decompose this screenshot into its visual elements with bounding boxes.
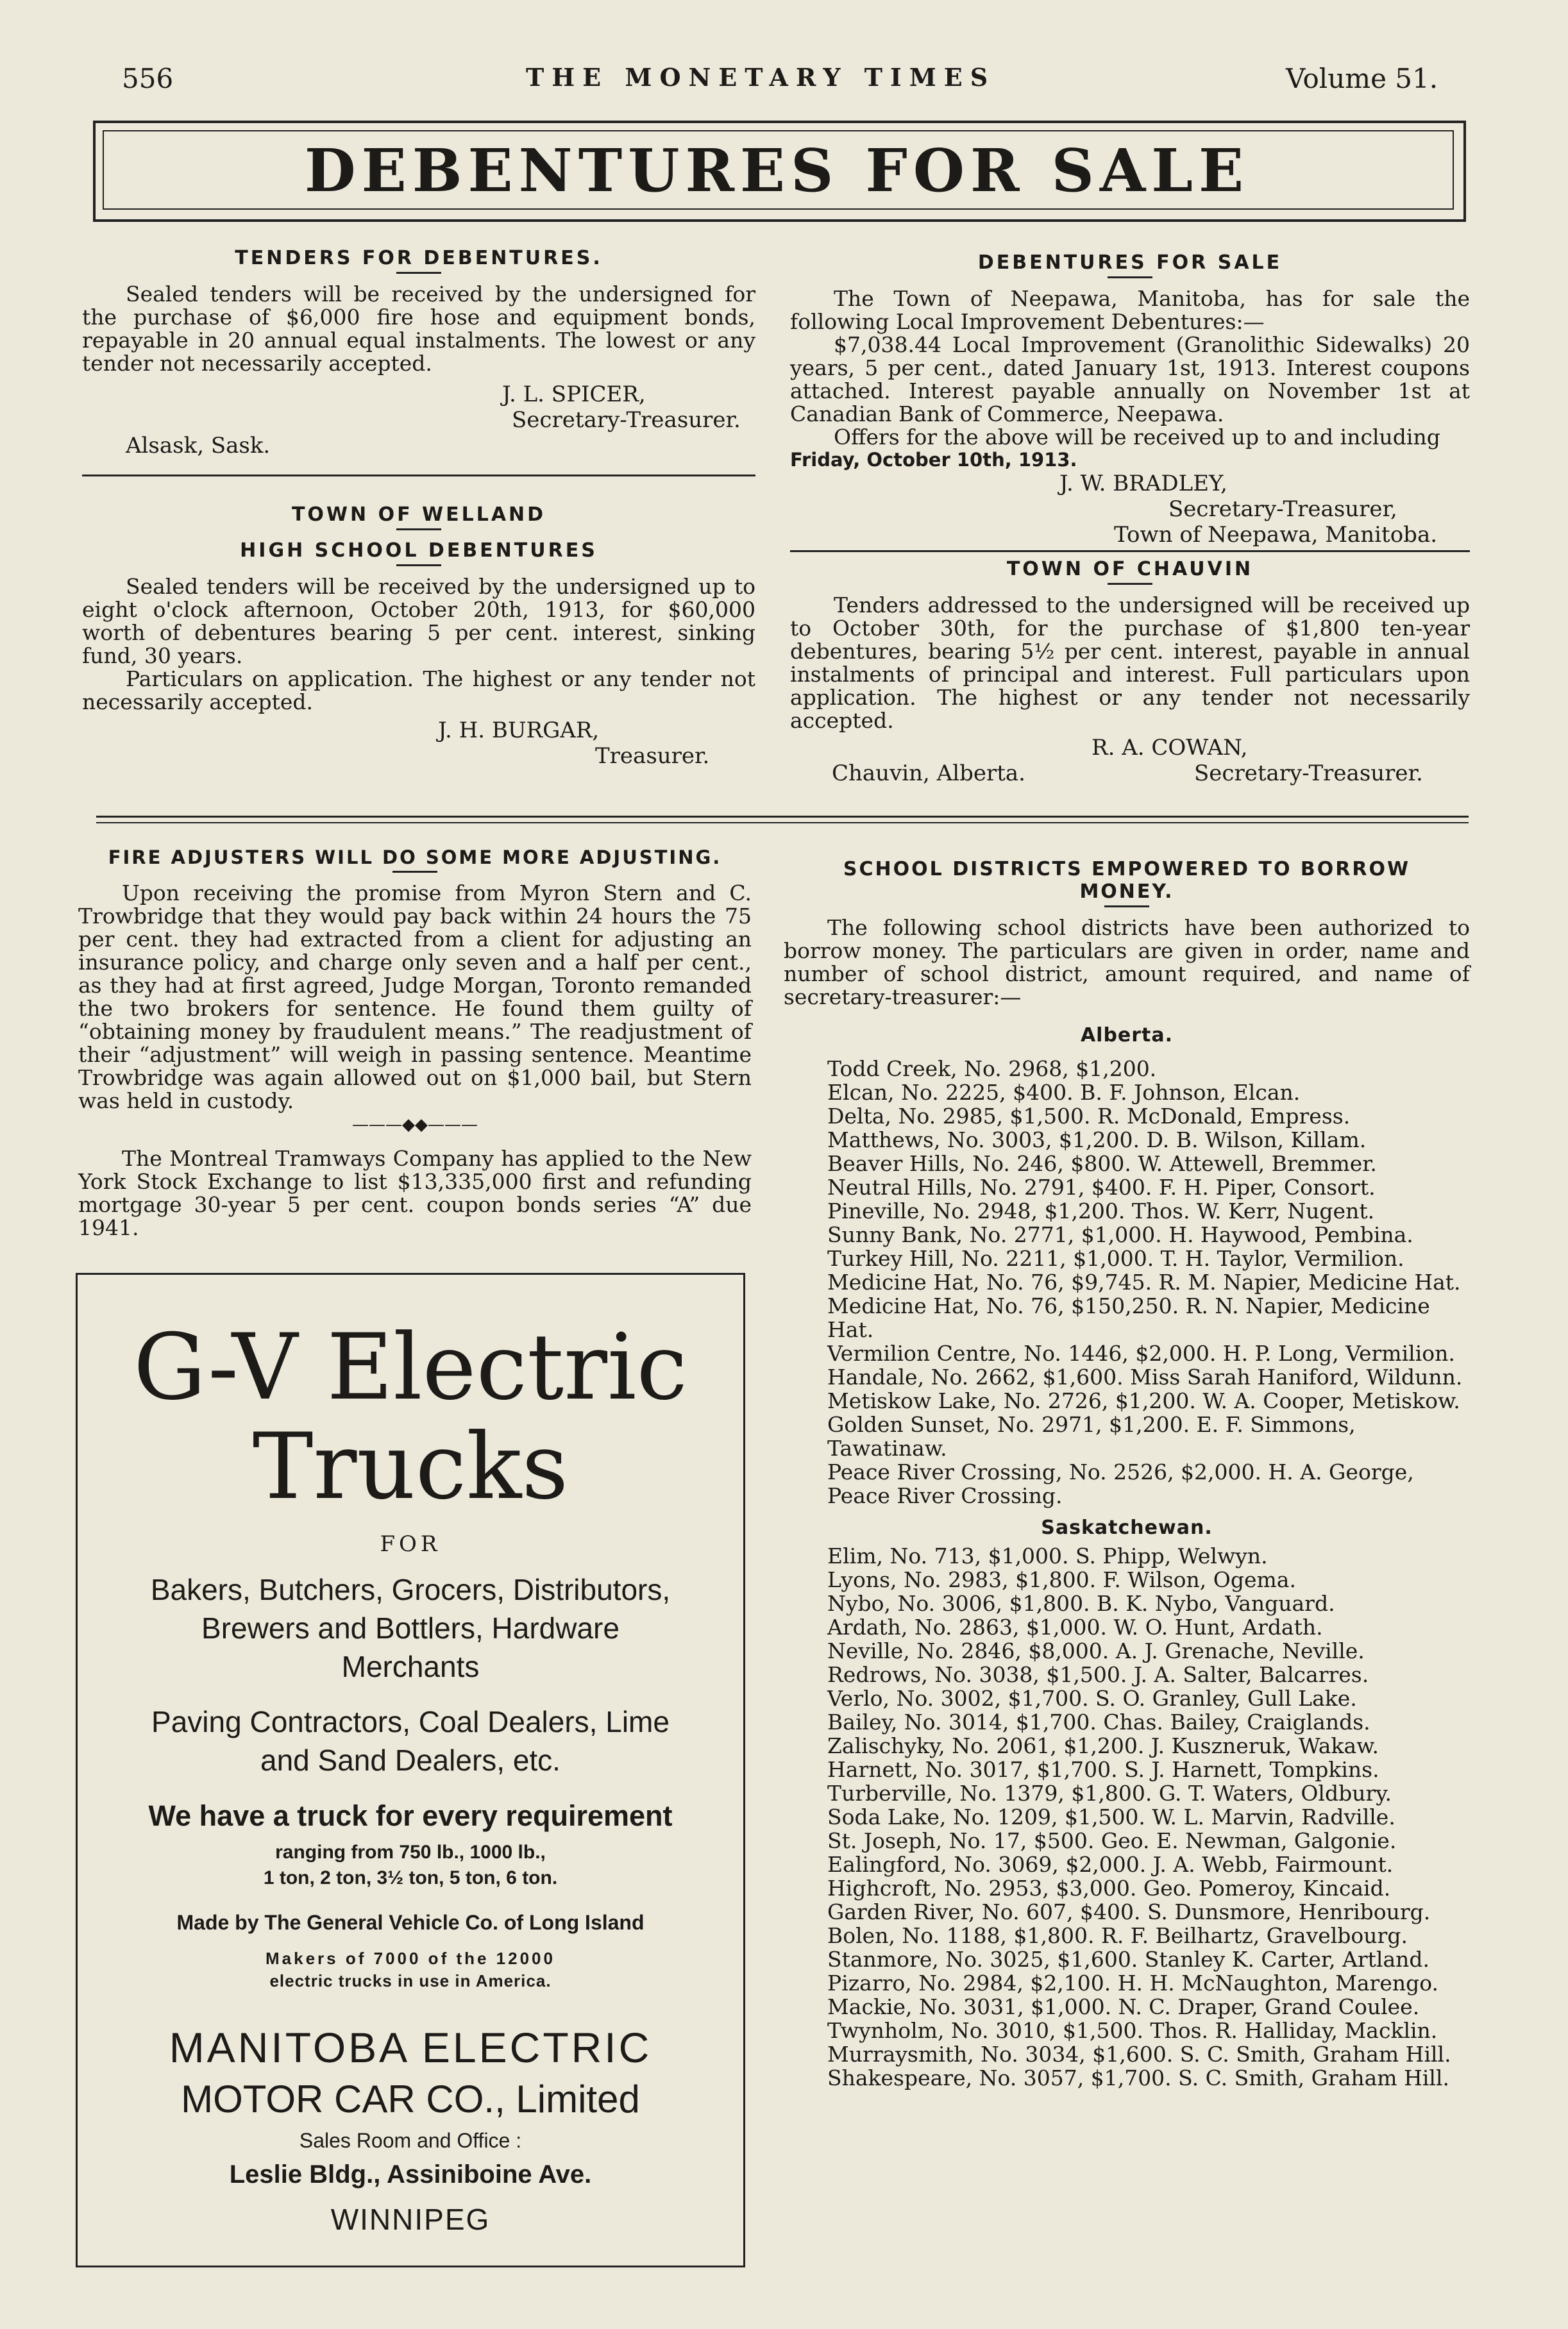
welland-heading: TOWN OF WELLAND	[291, 503, 546, 526]
welland-name: J. H. BURGAR,	[438, 718, 600, 743]
ad-range: ranging from 750 lb., 1000 lb.,	[275, 1842, 546, 1863]
page-number: 556	[122, 63, 174, 94]
list-item: St. Joseph, No. 17, $500. Geo. E. Newman, Galgonie.	[827, 1828, 1397, 1853]
alberta-list	[784, 1057, 1470, 1508]
ad-company: MOTOR CAR CO., Limited	[181, 2078, 640, 2121]
heading-rule	[396, 564, 441, 566]
section-rule	[96, 822, 1469, 823]
list-item: Sunny Bank, No. 2771, $1,000. H. Haywood, Pembina.	[827, 1222, 1413, 1247]
list-item: Vermilion Centre, No. 1446, $2,000. H. P. Long, Vermilion.	[827, 1341, 1455, 1366]
list-item: Todd Creek, No. 2968, $1,200.	[827, 1056, 1157, 1081]
ornament-divider: ———◆◆———	[352, 1115, 478, 1134]
neepawa-title: Secretary-Treasurer,	[1168, 496, 1397, 522]
schools-intro: The following school districts have been authorized to borrow money. The particulars are given in order, name and number of school district, amount required, and name of secretary-treasurer:—	[784, 915, 1470, 1009]
list-item: Mackie, No. 3031, $1,000. N. C. Draper, Grand Coulee.	[827, 1994, 1420, 2019]
neepawa-heading: DEBENTURES FOR SALE	[977, 251, 1283, 274]
neepawa-name: J. W. BRADLEY,	[1059, 471, 1227, 496]
list-item: Elim, No. 713, $1,000. S. Phipp, Welwyn.	[827, 1543, 1268, 1568]
ad-company: MANITOBA ELECTRIC	[169, 2024, 652, 2071]
fire-p2: The Montreal Tramways Company has applied to the New York Stock Exchange to list $13,335,000 first and refunding mortgage 30-year 5 per cent. coupon bonds series “A” due 1941.	[78, 1146, 752, 1240]
list-item: Metiskow Lake, No. 2726, $1,200. W. A. Cooper, Metiskow.	[827, 1388, 1460, 1413]
ad-makers-note: electric trucks in use in America.	[269, 1971, 552, 1990]
welland-p2: Particulars on application. The highest or any tender not necessarily accepted.	[82, 666, 755, 714]
list-item: Handale, No. 2662, $1,600. Miss Sarah Haniford, Wildunn.	[827, 1365, 1463, 1390]
gv-advertisement	[76, 1273, 745, 2267]
list-item: Turberville, No. 1379, $1,800. G. T. Waters, Oldbury.	[827, 1781, 1392, 1806]
list-item: Stanmore, No. 3025, $1,600. Stanley K. Carter, Artland.	[827, 1947, 1430, 1972]
list-item: Golden Sunset, No. 2971, $1,200. E. F. Simmons, Tawatinaw.	[827, 1412, 1356, 1461]
neepawa-p2: $7,038.44 Local Improvement (Granolithic Sidewalks) 20 years, 5 per cent., dated January 1st, 1913. Interest coupons attached. Interest payable annually on November 1st at Canadian Bank of Commerce, Neepawa.	[790, 332, 1470, 426]
list-item: Neville, No. 2846, $8,000. A. J. Grenache, Neville.	[827, 1638, 1365, 1663]
schools-heading: SCHOOL DISTRICTS EMPOWERED TO BORROW	[843, 858, 1411, 880]
list-item: Medicine Hat, No. 76, $150,250. R. N. Napier, Medicine Hat.	[827, 1293, 1430, 1342]
ad-makers-note: Makers of 7000 of the 12000	[266, 1949, 555, 1968]
list-item: Beaver Hills, No. 246, $800. W. Attewell, Bremmer.	[827, 1151, 1377, 1176]
list-item: Medicine Hat, No. 76, $9,745. R. M. Napier, Medicine Hat.	[827, 1270, 1461, 1295]
ad-slogan: We have a truck for every requirement	[148, 1799, 673, 1832]
list-item: Pizarro, No. 2984, $2,100. H. H. McNaughton, Marengo.	[827, 1971, 1439, 1996]
schools-article	[784, 858, 1470, 2090]
chauvin-place: Chauvin, Alberta.	[832, 761, 1025, 786]
divider	[82, 475, 755, 476]
heading-rule	[1108, 583, 1152, 585]
ad-trades: Paving Contractors, Coal Dealers, Lime	[151, 1705, 670, 1738]
chauvin-section	[790, 558, 1470, 786]
alberta-heading: Alberta.	[1080, 1024, 1174, 1047]
list-item: Peace River Crossing, No. 2526, $2,000. H. A. George, Peace River Crossing.	[827, 1459, 1414, 1508]
tenders-section	[82, 247, 755, 458]
list-item: Elcan, No. 2225, $400. B. F. Johnson, Elcan.	[827, 1080, 1301, 1105]
tenders-heading: TENDERS FOR DEBENTURES.	[235, 247, 603, 269]
list-item: Zalischyky, No. 2061, $1,200. J. Kuszneruk, Wakaw.	[827, 1733, 1379, 1758]
list-item: Bolen, No. 1188, $1,800. R. F. Beilhartz, Gravelbourg.	[827, 1923, 1408, 1948]
list-item: Matthews, No. 3003, $1,200. D. B. Wilson, Killam.	[827, 1127, 1367, 1152]
list-item: Garden River, No. 607, $400. S. Dunsmore, Henribourg.	[827, 1899, 1431, 1924]
list-item: Redrows, No. 3038, $1,500. J. A. Salter, Balcarres.	[827, 1662, 1369, 1687]
tenders-text: Sealed tenders will be received by the undersigned for the purchase of $6,000 fire hose and equipment bonds, repayable in 20 annual equal instalments. The lowest or any tender not necessarily accepted.	[82, 282, 755, 376]
heading-rule	[1108, 276, 1152, 278]
neepawa-date: Friday, October 10th, 1913.	[790, 449, 1077, 471]
chauvin-heading: TOWN OF CHAUVIN	[1006, 558, 1254, 580]
tenders-place: Alsask, Sask.	[126, 433, 271, 458]
list-item: Shakespeare, No. 3057, $1,700. S. C. Smith, Graham Hill.	[827, 2065, 1450, 2090]
ad-sales: Sales Room and Office :	[299, 2129, 522, 2152]
ad-headline-1: G-V Electric	[133, 1315, 687, 1420]
list-item: Highcroft, No. 2953, $3,000. Geo. Pomeroy, Kincaid.	[827, 1876, 1391, 1901]
banner-title: DEBENTURES FOR SALE	[304, 136, 1250, 205]
ad-trades: Brewers and Bottlers, Hardware	[201, 1611, 620, 1645]
welland-subheading: HIGH SCHOOL DEBENTURES	[240, 539, 598, 562]
ad-headline-2: Trucks	[252, 1414, 569, 1520]
list-item: Ardath, No. 2863, $1,000. W. O. Hunt, Ardath.	[827, 1615, 1323, 1640]
chauvin-text: Tenders addressed to the undersigned will be received up to October 30th, for the purchase of $1,800 ten-year debentures, bearing 5½ per cent. interest, payable in annual instalments of principal and interest. Full particulars upon application. The highest or any tender not necessarily accepted.	[790, 593, 1470, 733]
chauvin-title: Secretary-Treasurer.	[1194, 761, 1423, 786]
neepawa-p1: The Town of Neepawa, Manitoba, has for sale the following Local Improvement Debentures:—	[790, 286, 1470, 334]
list-item: Bailey, No. 3014, $1,700. Chas. Bailey, Craiglands.	[827, 1710, 1370, 1735]
tenders-title: Secretary-Treasurer.	[512, 407, 741, 433]
ad-trades: Merchants	[341, 1650, 480, 1683]
fire-p1: Upon receiving the promise from Myron Stern and C. Trowbridge that they would pay back within 24 hours the 75 per cent. they had extracted from a client for adjusting an insurance policy, and charge only seven and a half per cent., as they had at first agreed, Judge Morgan, Toronto remanded the two brokers for sentence. He found them guilty of “obtaining money by fraudulent means.” The readjustment of their “adjustment” will weigh in passing sentence. Meantime Trowbridge was again allowed out on $1,000 bail, but Stern was held in custody.	[78, 880, 752, 1113]
list-item: Delta, No. 2985, $1,500. R. McDonald, Empress.	[827, 1104, 1351, 1129]
list-item: Verlo, No. 3002, $1,700. S. O. Granley, Gull Lake.	[827, 1686, 1357, 1711]
welland-p1: Sealed tenders will be received by the undersigned up to eight o'clock afternoon, October 20th, 1913, for $60,000 worth of debentures bearing 5 per cent. interest, sinking fund, 30 years.	[82, 574, 755, 668]
heading-rule	[396, 528, 441, 530]
list-item: Twynholm, No. 3010, $1,500. Thos. R. Halliday, Macklin.	[827, 2018, 1438, 2043]
list-item: Turkey Hill, No. 2211, $1,000. T. H. Taylor, Vermilion.	[827, 1246, 1404, 1271]
ad-trades: Bakers, Butchers, Grocers, Distributors,	[150, 1573, 671, 1606]
heading-rule	[1104, 905, 1149, 907]
ad-range: 1 ton, 2 ton, 3½ ton, 5 ton, 6 ton.	[263, 1867, 558, 1888]
list-item: Nybo, No. 3006, $1,800. B. K. Nybo, Vanguard.	[827, 1591, 1335, 1616]
welland-title: Treasurer.	[595, 743, 710, 769]
volume: Volume 51.	[1286, 63, 1438, 94]
chauvin-name: R. A. COWAN,	[1092, 735, 1248, 761]
ad-city: WINNIPEG	[330, 2203, 491, 2236]
list-item: Neutral Hills, No. 2791, $400. F. H. Piper, Consort.	[827, 1175, 1376, 1200]
heading-rule	[396, 272, 441, 274]
list-item: Harnett, No. 3017, $1,700. S. J. Harnett, Tompkins.	[827, 1757, 1379, 1782]
list-item: Lyons, No. 2983, $1,800. F. Wilson, Ogema.	[827, 1567, 1296, 1592]
masthead: THE MONETARY TIMES	[526, 63, 996, 92]
ad-trades: and Sand Dealers, etc.	[260, 1744, 561, 1777]
fire-heading: FIRE ADJUSTERS WILL DO SOME MORE ADJUSTING.	[108, 846, 722, 868]
list-item: Soda Lake, No. 1209, $1,500. W. L. Marvin, Radville.	[827, 1804, 1395, 1829]
ad-maker: Made by The General Vehicle Co. of Long Island	[176, 1911, 645, 1934]
divider	[790, 550, 1470, 552]
ad-for: FOR	[380, 1531, 441, 1557]
section-rule	[96, 816, 1469, 818]
list-item: Ealingford, No. 3069, $2,000. J. A. Webb, Fairmount.	[827, 1852, 1394, 1877]
neepawa-section	[790, 251, 1470, 548]
neepawa-p3: Offers for the above will be received up to and including	[834, 425, 1440, 450]
fire-article	[78, 846, 752, 1240]
neepawa-place: Town of Neepawa, Manitoba.	[1114, 522, 1438, 548]
ad-address: Leslie Bldg., Assiniboine Ave.	[229, 2160, 592, 2189]
sask-list	[784, 1544, 1470, 2090]
list-item: Pineville, No. 2948, $1,200. Thos. W. Kerr, Nugent.	[827, 1198, 1375, 1223]
welland-section	[82, 503, 755, 769]
sask-heading: Saskatchewan.	[1041, 1517, 1213, 1539]
tenders-name: J. L. SPICER,	[502, 382, 646, 407]
schools-heading: MONEY.	[1079, 880, 1174, 903]
heading-rule	[392, 871, 437, 873]
list-item: Murraysmith, No. 3034, $1,600. S. C. Smith, Graham Hill.	[827, 2042, 1451, 2067]
